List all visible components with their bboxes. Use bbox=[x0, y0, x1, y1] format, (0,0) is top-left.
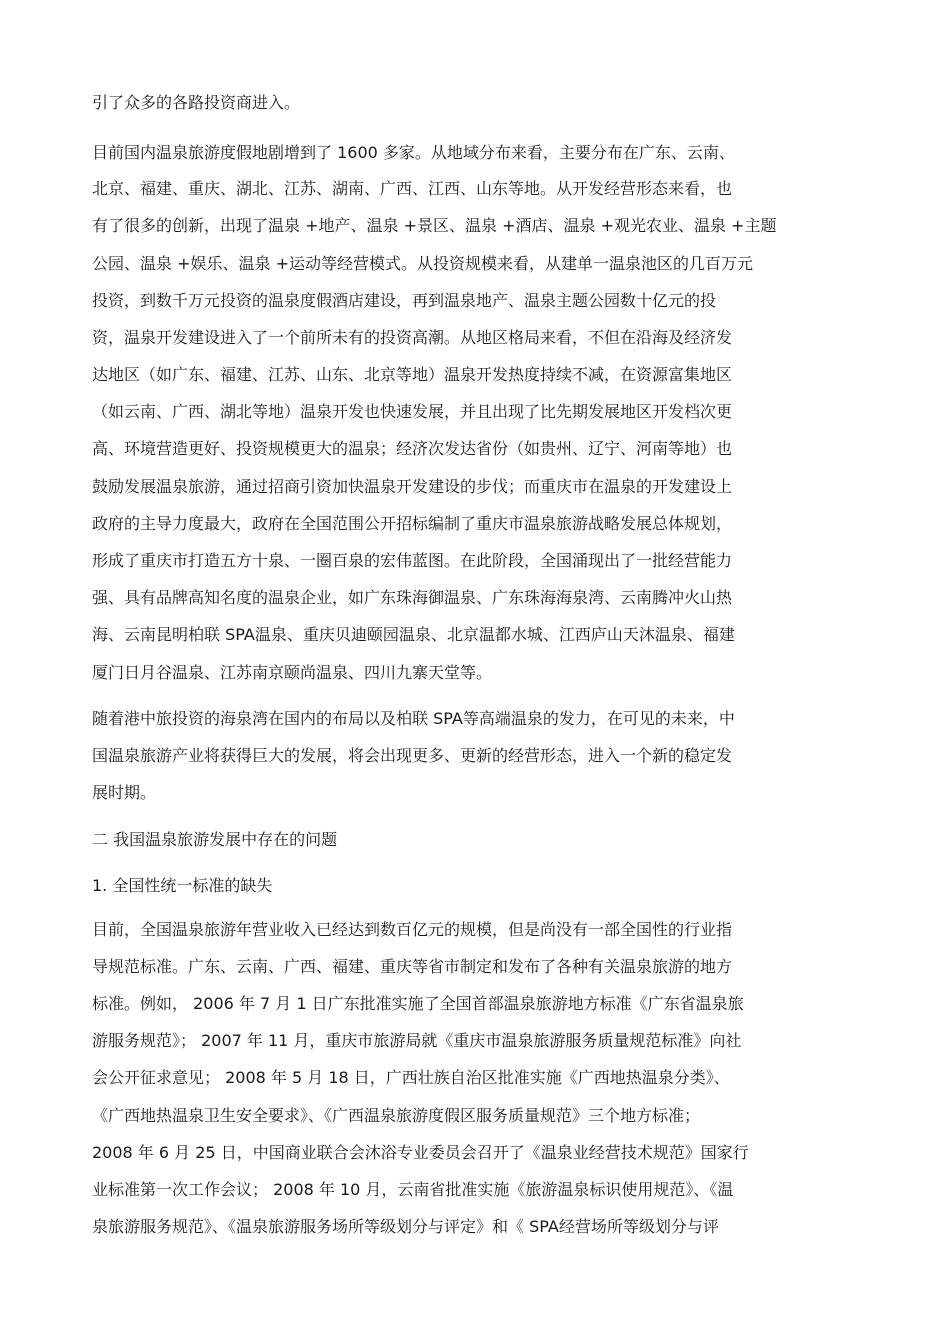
text-line: 标准。例如， 2006 年 7 月 1 日广东批准实施了全国首部温泉旅游地方标准《广东省温泉旅 bbox=[92, 994, 744, 1013]
text-line: 随着港中旅投资的海泉湾在国内的布局以及柏联 SPA等高端温泉的发力，在可见的未来，中 bbox=[92, 709, 735, 728]
text-line: 《广西地热温泉卫生安全要求》、《广西温泉旅游度假区服务质量规范》三个地方标准； bbox=[92, 1106, 701, 1125]
text-line: 政府的主导力度最大，政府在全国范围公开招标编制了重庆市温泉旅游战略发展总体规划， bbox=[92, 514, 733, 533]
section-heading: 二 我国温泉旅游发展中存在的问题 bbox=[92, 830, 338, 849]
text-line: 目前，全国温泉旅游年营业收入已经达到数百亿元的规模，但是尚没有一部全国性的行业指 bbox=[92, 920, 733, 939]
text-line: 资，温泉开发建设进入了一个前所未有的投资高潮。从地区格局来看，不但在沿海及经济发 bbox=[92, 328, 733, 347]
text-line: 达地区（如广东、福建、江苏、山东、北京等地）温泉开发热度持续不减，在资源富集地区 bbox=[92, 365, 733, 384]
text-line: 目前国内温泉旅游度假地剧增到了 1600 多家。从地域分布来看，主要分布在广东、云南、 bbox=[92, 143, 735, 162]
text-line: 业标准第一次工作会议； 2008 年 10 月，云南省批准实施《旅游温泉标识使用规范》、《温 bbox=[92, 1180, 734, 1199]
text-line: 2008 年 6 月 25 日，中国商业联合会沐浴专业委员会召开了《温泉业经营技术规范》国家行 bbox=[92, 1143, 749, 1162]
text-line: 高、环境营造更好、投资规模更大的温泉；经济次发达省份（如贵州、辽宁、河南等地）也 bbox=[92, 439, 733, 458]
text-line: 强、具有品牌高知名度的温泉企业，如广东珠海御温泉、广东珠海海泉湾、云南腾冲火山热 bbox=[92, 588, 733, 607]
text-line: （如云南、广西、湖北等地）温泉开发也快速发展，并且出现了比先期发展地区开发档次更 bbox=[92, 402, 733, 421]
text-line: 投资，到数千万元投资的温泉度假酒店建设，再到温泉地产、温泉主题公园数十亿元的投 bbox=[92, 291, 717, 310]
text-line: 泉旅游服务规范》、《温泉旅游服务场所等级划分与评定》和《 SPA经营场所等级划分与评 bbox=[92, 1217, 719, 1236]
text-line: 厦门日月谷温泉、江苏南京颐尚温泉、四川九寨天堂等。 bbox=[92, 663, 493, 682]
text-line: 海、云南昆明柏联 SPA温泉、重庆贝迪颐园温泉、北京温都水城、江西庐山天沐温泉、福建 bbox=[92, 625, 735, 644]
text-line: 导规范标准。广东、云南、广西、福建、重庆等省市制定和发布了各种有关温泉旅游的地方 bbox=[92, 957, 733, 976]
text-line: 引了众多的各路投资商进入。 bbox=[92, 93, 301, 112]
text-line: 形成了重庆市打造五方十泉、一圈百泉的宏伟蓝图。在此阶段，全国涌现出了一批经营能力 bbox=[92, 551, 733, 570]
text-line: 有了很多的创新，出现了温泉 +地产、温泉 +景区、温泉 +酒店、温泉 +观光农业、温泉 +主题 bbox=[92, 216, 777, 235]
text-line: 北京、福建、重庆、湖北、江苏、湖南、广西、江西、山东等地。从开发经营形态来看，也 bbox=[92, 179, 733, 198]
text-line: 国温泉旅游产业将获得巨大的发展，将会出现更多、更新的经营形态，进入一个新的稳定发 bbox=[92, 746, 733, 765]
text-line: 展时期。 bbox=[92, 783, 157, 802]
text-line: 会公开征求意见； 2008 年 5 月 18 日，广西壮族自治区批准实施《广西地热温泉分类》、 bbox=[92, 1068, 730, 1087]
text-line: 游服务规范》； 2007 年 11 月，重庆市旅游局就《重庆市温泉旅游服务质量规范标准》向社 bbox=[92, 1031, 742, 1050]
text-line: 鼓励发展温泉旅游，通过招商引资加快温泉开发建设的步伐；而重庆市在温泉的开发建设上 bbox=[92, 477, 733, 496]
text-line: 公园、温泉 +娱乐、温泉 +运动等经营模式。从投资规模来看，从建单一温泉池区的几百万元 bbox=[92, 254, 753, 273]
subsection-heading: 1. 全国性统一标准的缺失 bbox=[92, 876, 273, 895]
